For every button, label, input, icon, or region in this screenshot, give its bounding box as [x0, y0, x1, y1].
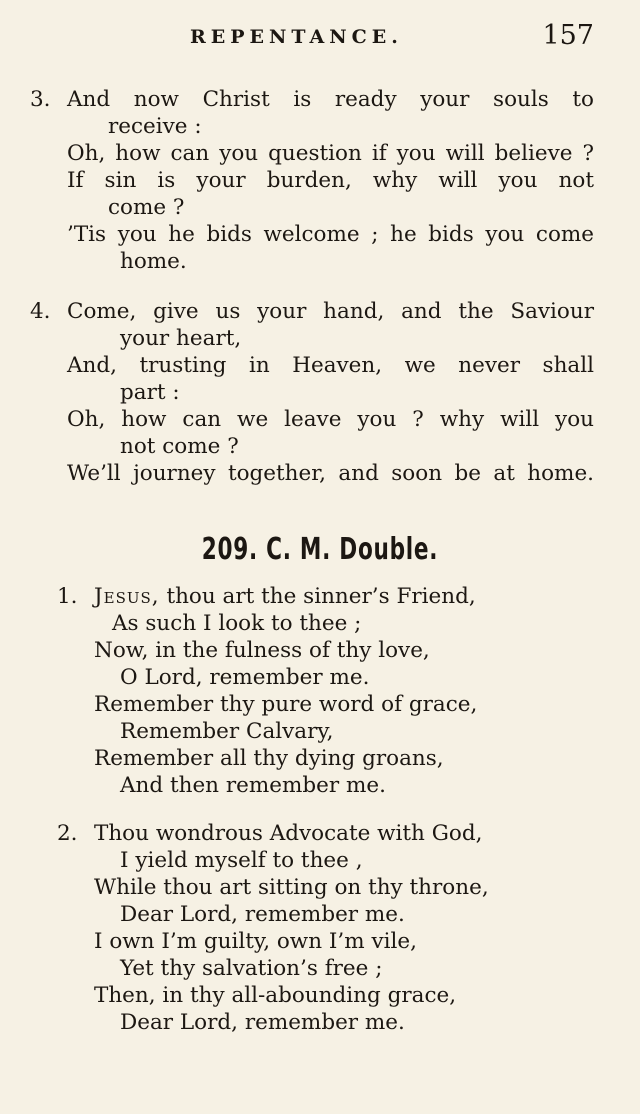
first-line-rest: thou art the sinner’s Friend, [159, 584, 476, 609]
verse-line: And, trusting in Heaven, we never shall [67, 353, 594, 378]
verse-line: We’ll journey together, and soon be at home. [67, 461, 594, 486]
verse-line: come ? [108, 195, 185, 220]
verse-line: Dear Lord, remember me. [120, 902, 405, 927]
running-head [0, 22, 640, 52]
verse-line: And then remember me. [120, 773, 386, 798]
verse-line: I own I’m guilty, own I’m vile, [94, 929, 417, 954]
hymn-heading: 209. C. M. Double. [201, 532, 439, 567]
verse-line: not come ? [120, 434, 239, 459]
verse-line: part : [120, 380, 180, 405]
verse-line: Remember all thy dying groans, [94, 746, 444, 771]
verse-line: Now, in the fulness of thy love, [94, 638, 430, 663]
verse-line: Remember thy pure word of grace, [94, 692, 478, 717]
first-word: Jesus, [94, 584, 160, 609]
running-title: REPENTANCE. [190, 26, 403, 48]
verse-line: Then, in thy all-abounding grace, [94, 983, 457, 1008]
verse-line: I yield myself to thee , [120, 848, 363, 873]
verse-line: O Lord, remember me. [120, 665, 370, 690]
verse-line: Yet thy salvation’s free ; [120, 956, 383, 981]
verse-line: receive : [108, 114, 202, 139]
verse-line: And now Christ is ready your souls to [67, 87, 594, 112]
verse-line: Come, give us your hand, and the Saviour [67, 299, 594, 324]
verse-line: your heart, [120, 326, 242, 351]
verse-line: Thou wondrous Advocate with God, [94, 821, 483, 846]
verse-line: ’Tis you he bids welcome ; he bids you come [67, 222, 594, 247]
verse-line: Remember Calvary, [120, 719, 334, 744]
stanza-number: 4. [30, 299, 51, 324]
verse-line-first [94, 583, 476, 610]
verse-line: While thou art sitting on thy throne, [94, 875, 489, 900]
verse-line: Dear Lord, remember me. [120, 1010, 405, 1035]
verse-line: Oh, how can we leave you ? why will you [67, 407, 594, 432]
stanza-number: 2. [57, 821, 78, 846]
verse-line: home. [120, 249, 187, 274]
verse-line: If sin is your burden, why will you not [67, 168, 594, 193]
stanza-number: 1. [57, 584, 78, 609]
verse-line: As such I look to thee ; [112, 611, 362, 636]
verse-line: Oh, how can you question if you will believe ? [67, 141, 594, 166]
stanza-number: 3. [30, 87, 51, 112]
page-number: 157 [542, 20, 594, 51]
